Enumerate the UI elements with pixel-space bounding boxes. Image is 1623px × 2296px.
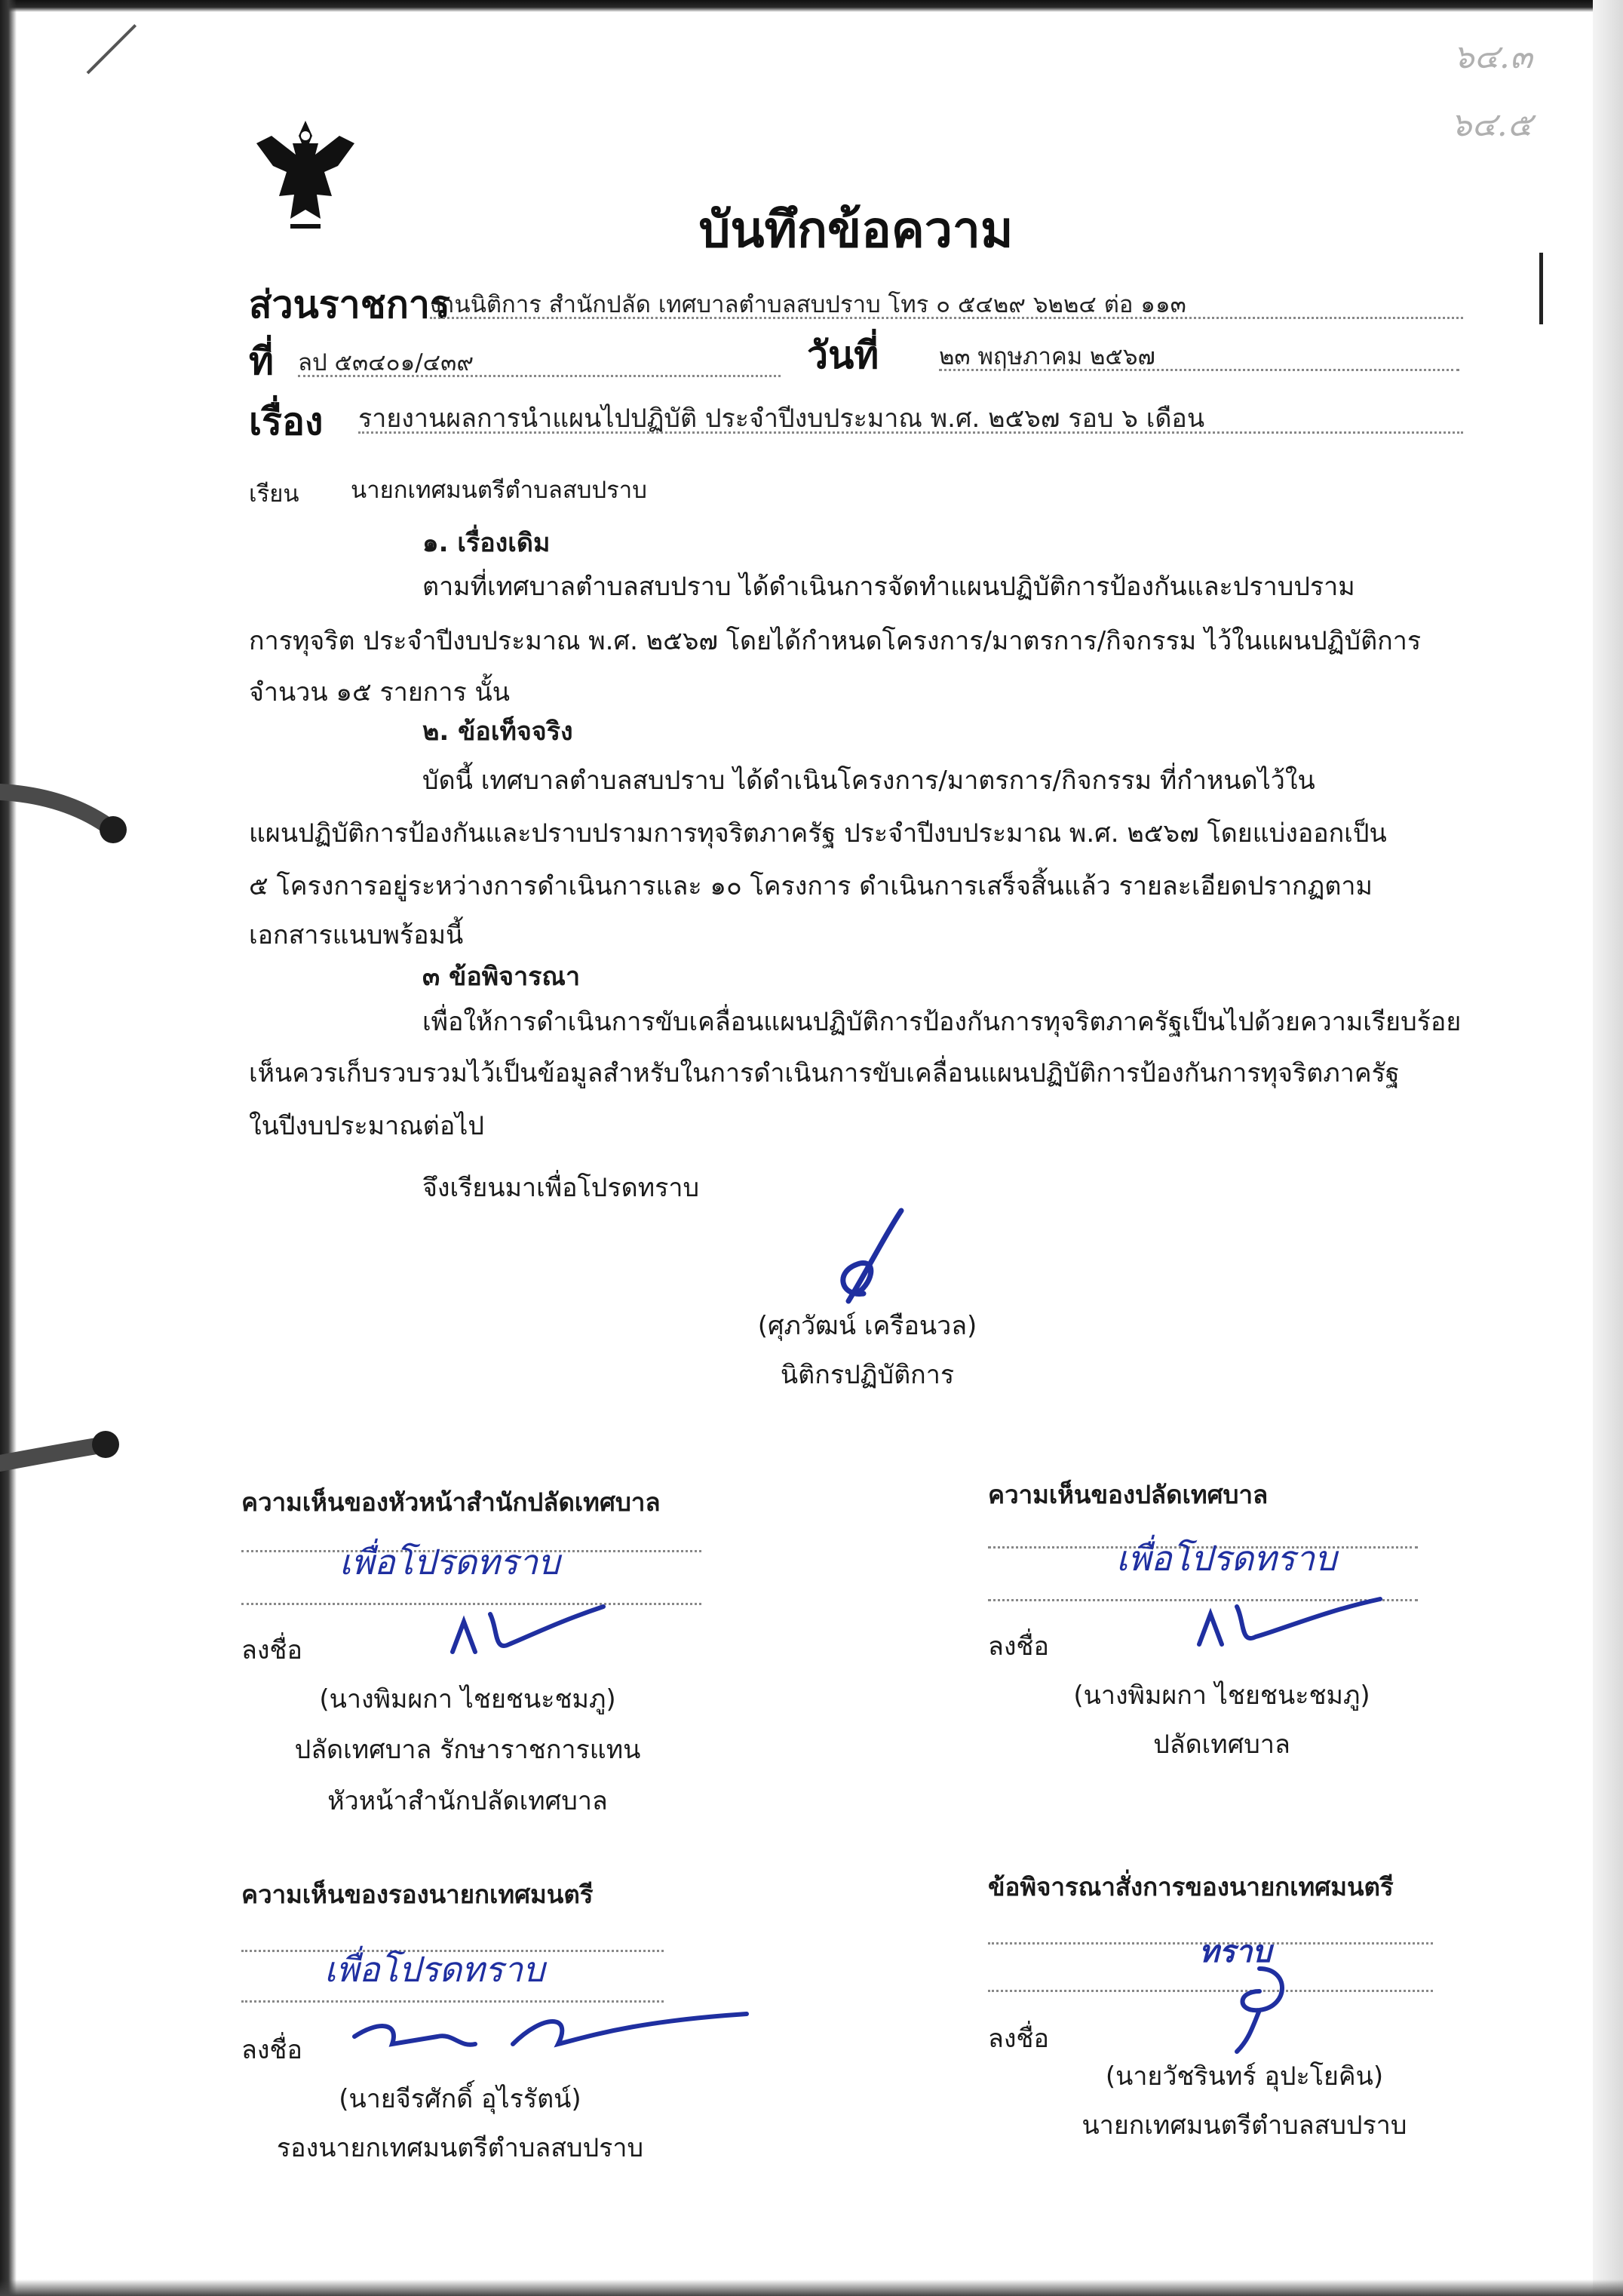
reference-value: ลป ๕๓๔๐๑/๔๓๙	[298, 349, 474, 376]
scan-edge-right	[1593, 0, 1623, 2296]
scan-edge-left	[0, 0, 17, 2296]
signature-icon	[347, 1991, 754, 2067]
deputy-mayor-signer-name: (นายจีรศักดิ์ อุไรรัตน์)	[339, 2084, 581, 2114]
head-office-signer-position: ปลัดเทศบาล รักษาราชการแทน	[294, 1735, 641, 1765]
addressee-value: นายกเทศมนตรีตำบลสบปราบ	[351, 477, 647, 504]
section-3-heading: ๓ ข้อพิจารณา	[422, 962, 581, 992]
deputy-mayor-handwritten-note: เพื่อโปรดทราบ	[324, 1949, 545, 1990]
mayor-signer-name: (นายวัชรินทร์ อุปะโยคิน)	[1105, 2061, 1384, 2092]
date-label: วันที่	[807, 333, 879, 377]
agency-label: ส่วนราชการ	[249, 283, 450, 327]
deputy-mayor-signer-position: รองนายกเทศมนตรีตำบลสบปราบ	[276, 2133, 644, 2163]
subject-label: เรื่อง	[249, 400, 324, 444]
document-title: บันทึกข้อความ	[698, 201, 1014, 259]
margin-note: ๖๔.๕	[1450, 106, 1532, 144]
sign-label: ลงชื่อ	[988, 2024, 1049, 2054]
addressee-label: เรียน	[249, 480, 299, 508]
section-1-line: ตามที่เทศบาลตำบลสบปราบ ได้ดำเนินการจัดทำแผนปฏิบัติการป้องกันและปราบปราม	[422, 572, 1355, 602]
clerk-signer-position: ปลัดเทศบาล	[1153, 1730, 1290, 1760]
head-office-handwritten-note: เพื่อโปรดทราบ	[339, 1542, 560, 1582]
mayor-opinion-heading: ข้อพิจารณาสั่งการของนายกเทศมนตรี	[988, 1872, 1394, 1902]
signature-icon	[1192, 1592, 1388, 1659]
closing-line: จึงเรียนมาเพื่อโปรดทราบ	[422, 1173, 700, 1203]
reference-dotted-line	[298, 375, 781, 377]
margin-note: ๖๔.๓	[1453, 38, 1532, 76]
head-office-signer-name: (นางพิมผกา ไชยชนะชมภู)	[319, 1684, 616, 1714]
binder-ring-icon	[0, 777, 151, 845]
subject-value: รายงานผลการนำแผนไปปฏิบัติ ประจำปีงบประมาณ พ.ศ. ๒๕๖๗ รอบ ๖ เดือน	[358, 404, 1205, 434]
agency-value: งานนิติการ สำนักปลัด เทศบาลตำบลสบปราบ โทร ๐ ๕๔๒๙ ๖๒๒๔ ต่อ ๑๑๓	[430, 291, 1186, 318]
scan-edge-bottom	[0, 2279, 1623, 2296]
section-3-line: เพื่อให้การดำเนินการขับเคลื่อนแผนปฏิบัติการป้องกันการทุจริตภาครัฐเป็นไปด้วยความเรียบร้อย	[422, 1007, 1462, 1037]
deputy-mayor-opinion-heading: ความเห็นของรองนายกเทศมนตรี	[241, 1880, 594, 1909]
sign-label: ลงชื่อ	[988, 1631, 1049, 1662]
head-office-opinion-heading: ความเห็นของหัวหน้าสำนักปลัดเทศบาล	[241, 1487, 661, 1517]
section-3-line: เห็นควรเก็บรวบรวมไว้เป็นข้อมูลสำหรับในการดำเนินการขับเคลื่อนแผนปฏิบัติการป้องกันการทุจริตภาครัฐ	[249, 1058, 1400, 1088]
section-3-line: ในปีงบประมาณต่อไป	[249, 1111, 484, 1141]
author-signature-icon	[818, 1203, 924, 1316]
subject-dotted-line	[358, 431, 1463, 434]
head-office-signer-position: หัวหน้าสำนักปลัดเทศบาล	[327, 1786, 608, 1816]
author-position: นิติกรปฏิบัติการ	[780, 1360, 955, 1390]
agency-dotted-line	[430, 317, 1463, 319]
signature-icon	[445, 1599, 611, 1667]
clerk-signer-name: (นางพิมผกา ไชยชนะชมภู)	[1073, 1681, 1370, 1711]
section-2-line: แผนปฏิบัติการป้องกันและปราบปรามการทุจริตภาครัฐ ประจำปีงบประมาณ พ.ศ. ๒๕๖๗ โดยแบ่งออกเป็น	[249, 818, 1387, 849]
section-2-line: บัดนี้ เทศบาลตำบลสบปราบ ได้ดำเนินโครงการ/มาตรการ/กิจกรรม ที่กำหนดไว้ใน	[422, 766, 1315, 796]
sign-label: ลงชื่อ	[241, 2035, 302, 2065]
clerk-opinion-heading: ความเห็นของปลัดเทศบาล	[988, 1480, 1269, 1509]
pen-stroke-mark	[87, 24, 137, 74]
mayor-handwritten-note: ทราบ	[1199, 1934, 1272, 1969]
reference-label: ที่	[249, 339, 274, 383]
binder-ring-icon	[0, 1410, 151, 1478]
clerk-handwritten-note: เพื่อโปรดทราบ	[1116, 1538, 1337, 1579]
section-1-line: จำนวน ๑๕ รายการ นั้น	[249, 677, 511, 708]
section-2-heading: ๒. ข้อเท็จจริง	[422, 717, 573, 747]
section-2-line: ๕ โครงการอยู่ระหว่างการดำเนินการและ ๑๐ โครงการ ดำเนินการเสร็จสิ้นแล้ว รายละเอียดปรากฏตาม	[249, 871, 1373, 901]
mayor-signer-position: นายกเทศมนตรีตำบลสบปราบ	[1081, 2110, 1407, 2141]
scan-edge-top	[0, 0, 1623, 12]
date-value: ๒๓ พฤษภาคม ๒๕๖๗	[939, 343, 1155, 370]
date-dotted-line	[939, 369, 1459, 371]
signature-icon	[1207, 1954, 1312, 2059]
author-name: (ศุภวัฒน์ เครือนวล)	[757, 1311, 977, 1341]
section-2-line: เอกสารแนบพร้อมนี้	[249, 920, 464, 950]
sign-label: ลงชื่อ	[241, 1635, 302, 1665]
section-1-heading: ๑. เรื่องเดิม	[422, 528, 551, 558]
section-1-line: การทุจริต ประจำปีงบประมาณ พ.ศ. ๒๕๖๗ โดยได้กำหนดโครงการ/มาตรการ/กิจกรรม ไว้ในแผนปฏิบัติการ	[249, 626, 1422, 656]
